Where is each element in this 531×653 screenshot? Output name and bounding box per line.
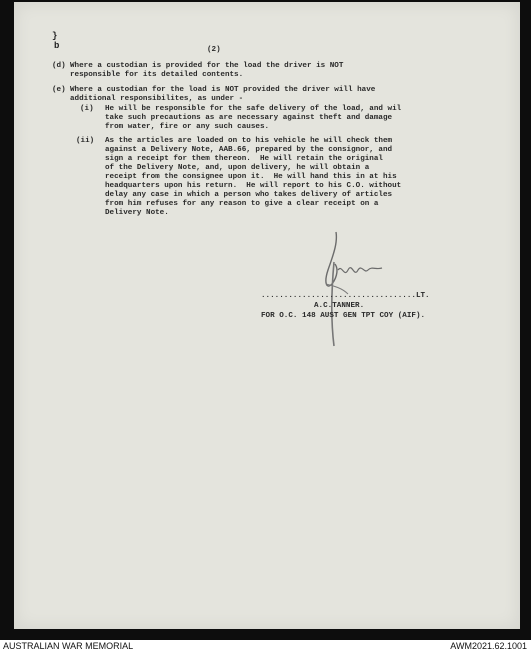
- paragraph-label: (d): [52, 62, 66, 70]
- margin-mark-2: b: [54, 41, 60, 51]
- paragraph-label: (e): [52, 86, 66, 94]
- sub-paragraph-line: take such precautions as are necessary against theft and damage: [105, 114, 393, 122]
- sub-paragraph-line: sign a receipt for them thereon. He will retain the original: [105, 155, 383, 163]
- signatory-unit: FOR O.C. 148 AUST GEN TPT COY (AIF).: [261, 312, 426, 320]
- signatory-name: A.C.TANNER.: [314, 302, 365, 310]
- page-number: (2): [207, 46, 221, 54]
- signature-dotted-line: ..................................LT.: [261, 292, 430, 300]
- footer-bar: [0, 640, 531, 653]
- paragraph-line: Where a custodian is provided for the load the driver is NOT: [70, 62, 344, 70]
- sub-paragraph-line: against a Delivery Note, AAB.66, prepared by the consignor, and: [105, 146, 393, 154]
- sub-paragraph-line: As the articles are loaded on to his vehicle he will check them: [105, 137, 393, 145]
- paragraph-line: additional responsibilites, as under -: [70, 95, 244, 103]
- sub-paragraph-label: (ii): [76, 137, 95, 145]
- paragraph-line: responsible for its detailed contents.: [70, 71, 244, 79]
- sub-paragraph-line: Delivery Note.: [105, 209, 169, 217]
- sub-paragraph-line: of the Delivery Note, and, upon delivery, he will obtain a: [105, 164, 370, 172]
- sub-paragraph-line: He will be responsible for the safe delivery of the load, and wil: [105, 105, 402, 113]
- sub-paragraph-label: (i): [80, 105, 94, 113]
- margin-mark: }: [52, 31, 58, 41]
- sub-paragraph-line: receipt from the consignee upon it. He will hand this in at his: [105, 173, 397, 181]
- sub-paragraph-line: from water, fire or any such causes.: [105, 123, 270, 131]
- typed-letter: [14, 2, 520, 629]
- paragraph-line: Where a custodian for the load is NOT provided the driver will have: [70, 86, 376, 94]
- sub-paragraph-line: from him refuses for any reason to give a clear receipt on a: [105, 200, 379, 208]
- footer-accession-number: AWM2021.62.1001: [450, 641, 527, 651]
- document-page: [14, 2, 520, 629]
- footer-source: AUSTRALIAN WAR MEMORIAL: [3, 641, 134, 651]
- sub-paragraph-line: delay any case in which a person who takes delivery of articles: [105, 191, 393, 199]
- sub-paragraph-line: headquarters upon his return. He will report to his C.O. without: [105, 182, 402, 190]
- handwritten-signature: [308, 224, 388, 354]
